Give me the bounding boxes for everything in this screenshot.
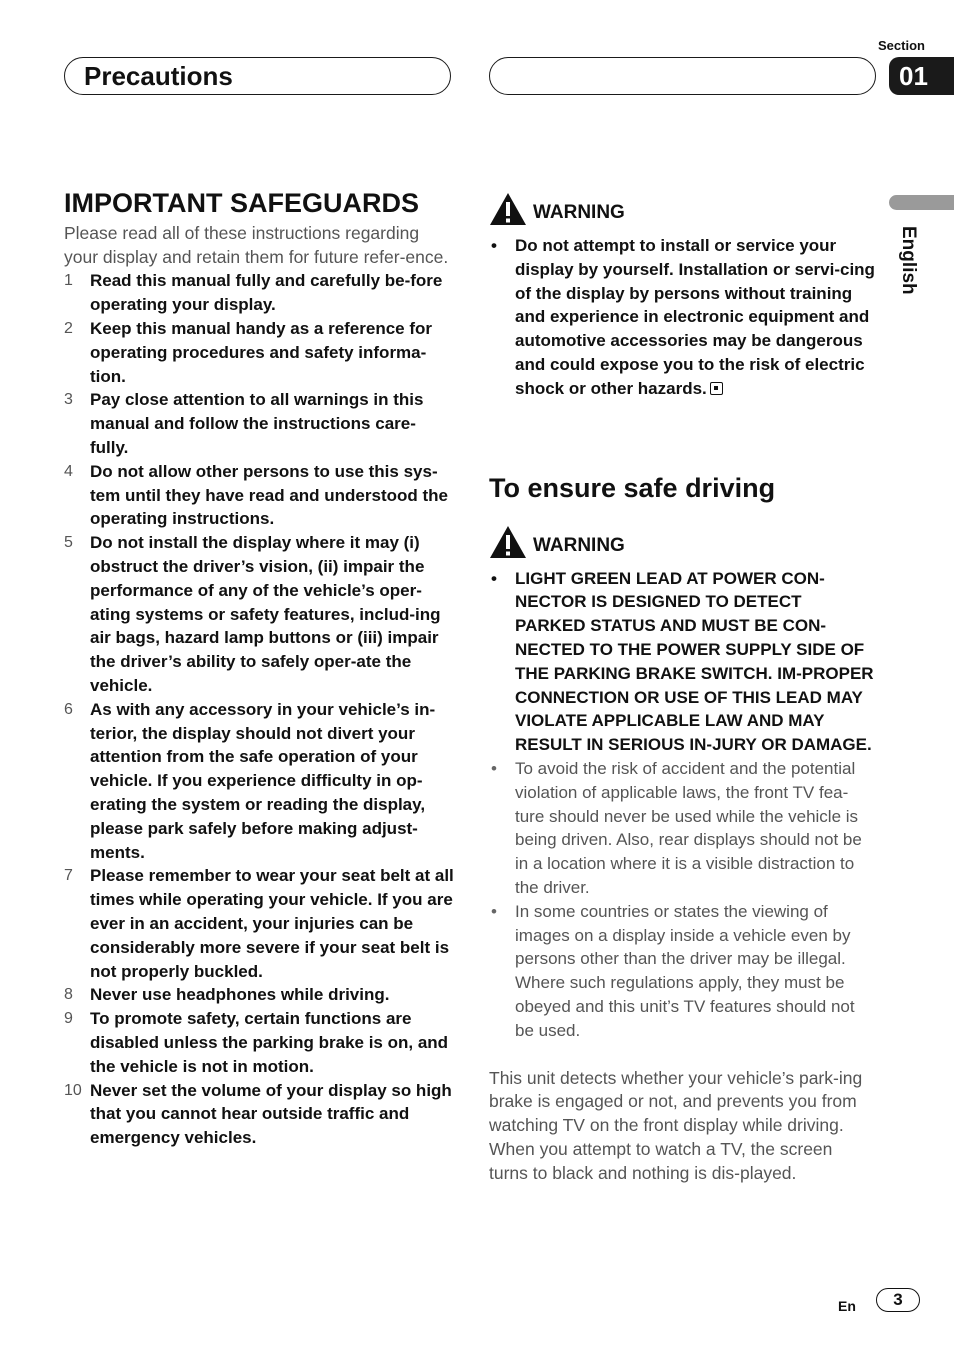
list-item (64, 698, 454, 865)
safeguards-list (64, 269, 454, 1149)
item-text: Never set the volume of your display so high that you cannot hear outside traffic and emergency vehicles. (90, 1080, 452, 1148)
left-column (64, 186, 454, 1150)
language-tab (889, 195, 954, 210)
list-item: • Do not attempt to install or service your display by yourself. Installation or servi-cing of the display by persons without training and experience in electronic equipment and automotive accessories may be dangerous and could expose you to the risk of electric shock or other hazards. (491, 236, 875, 398)
list-item (64, 317, 454, 388)
parking-brake-paragraph: This unit detects whether your vehicle’s park-ing brake is engaged or not, and prevents you from watching TV on the front display while driving. When you attempt to watch a TV, the screen turns to black and nothing is dis-played. (489, 1067, 863, 1183)
section-number: 01 (899, 61, 928, 91)
item-number: 4 (64, 462, 73, 480)
bullet-text: LIGHT GREEN LEAD AT POWER CON-NECTOR IS DESIGNED TO DETECT PARKED STATUS AND MUST BE CON-NECTED TO THE POWER SUPPLY SIDE OF THE PARKING BRAKE SWITCH. IM-PROPER CONNECTION OR USE OF THIS LEAD MAY VIOLATE APPLICABLE LAW AND MAY RESULT IN SERIOUS IN-JURY OR DAMAGE. (515, 568, 874, 755)
header-blank-pill (489, 57, 876, 95)
list-item (64, 983, 454, 1007)
page-number: 3 (876, 1288, 920, 1312)
item-text: Keep this manual handy as a reference for operating procedures and safety informa-tion. (90, 319, 433, 386)
warning-text: Do not attempt to install or service your display by yourself. Installation or servi-cing of the display by persons without training and experience in electronic equipment and automotive accessories may be dangerous and could expose you to the risk of electric shock or other hazards. (515, 236, 875, 398)
item-text: Pay close attention to all warnings in this manual and follow the instructions care-fully. (90, 390, 424, 457)
important-safeguards-heading: IMPORTANT SAFEGUARDS (64, 188, 419, 218)
item-number: 9 (64, 1010, 73, 1028)
list-item (64, 1007, 454, 1078)
item-text: Never use headphones while driving. (90, 985, 390, 1005)
item-number: 5 (64, 534, 73, 552)
warning-title: WARNING (533, 534, 625, 556)
bullet-text: To avoid the risk of accident and the potential violation of applicable laws, the front TV fea-ture should never be used while the vehicle is being driven. Also, rear displays should not be in a location where it is a visible distraction to the driver. (515, 758, 862, 897)
footer-language-code: En (838, 1298, 856, 1314)
item-number: 7 (64, 867, 73, 885)
warning-title: WARNING (533, 202, 625, 223)
list-item (64, 388, 454, 459)
intro-paragraph: Please read all of these instructions regarding your display and retain them for future refer-ence. (64, 223, 449, 267)
item-number: 6 (64, 700, 73, 718)
item-text: Please remember to wear your seat belt at all times while operating your vehicle. If you are ever in an accident, your injuries can be considerably more severe if your seat belt is not properly buckled. (90, 866, 454, 981)
language-text: English (898, 226, 919, 295)
item-text: As with any accessory in your vehicle’s in-terior, the display should not divert your attention from the safe operation of your vehicle. If you experience difficulty in op-erating the system or reading the display, please park safely before making adjust-ments. (90, 699, 436, 862)
list-item (64, 269, 454, 317)
item-number: 1 (64, 272, 73, 290)
warning-header (489, 525, 875, 559)
list-item: • In some countries or states the viewing of images on a display inside a vehicle even by persons other than the driver may be illegal. Where such regulations apply, they must be obeyed and this unit’s TV features should not be used. (491, 901, 855, 1040)
page-title: Precautions (84, 61, 233, 91)
item-number: 10 (64, 1081, 82, 1099)
item-number: 3 (64, 391, 73, 409)
end-mark-icon (710, 382, 723, 395)
list-item: • LIGHT GREEN LEAD AT POWER CON-NECTOR IS DESIGNED TO DETECT PARKED STATUS AND MUST BE CON-NECTED TO THE POWER SUPPLY SIDE OF THE PARKING BRAKE SWITCH. IM-PROPER CONNECTION OR USE OF THIS LEAD MAY VIOLATE APPLICABLE LAW AND MAY RESULT IN SERIOUS IN-JURY OR DAMAGE. (491, 568, 874, 755)
item-text: Do not install the display where it may (i) obstruct the driver’s vision, (ii) impair the performance of any of the vehicle’s oper-ating systems or safety features, includ-ing air bags, hazard lamp buttons or (iii) impair the driver’s ability to safely oper-ate the vehicle. (90, 533, 441, 695)
list-item (64, 1079, 454, 1150)
list-item (64, 531, 454, 698)
safe-driving-list (489, 567, 875, 1043)
section-label: Section (878, 38, 925, 53)
warning-triangle-icon (489, 192, 527, 226)
warning-triangle-icon (489, 525, 527, 559)
list-item: • To avoid the risk of accident and the potential violation of applicable laws, the front TV fea-ture should never be used while the vehicle is being driven. Also, rear displays should not be in a location where it is a visible distraction to the driver. (491, 758, 862, 897)
list-item (64, 864, 454, 983)
warning-header (489, 192, 875, 226)
item-text: Read this manual fully and carefully be-fore operating your display. (90, 271, 443, 315)
item-number: 8 (64, 986, 73, 1004)
warning-list (489, 234, 875, 401)
safe-driving-heading: To ensure safe driving (489, 472, 776, 503)
right-column (489, 192, 875, 1186)
language-label (897, 226, 921, 306)
list-item (64, 460, 454, 531)
item-number: 2 (64, 320, 73, 337)
item-text: To promote safety, certain functions are disabled unless the parking brake is on, and the vehicle is not in motion. (90, 1009, 449, 1076)
bullet-text: In some countries or states the viewing of images on a display inside a vehicle even by persons other than the driver may be illegal. Where such regulations apply, they must be obeyed and this unit’s TV features should not be used. (515, 901, 855, 1040)
item-text: Do not allow other persons to use this sys-tem until they have read and understood the operating instructions. (90, 461, 448, 529)
